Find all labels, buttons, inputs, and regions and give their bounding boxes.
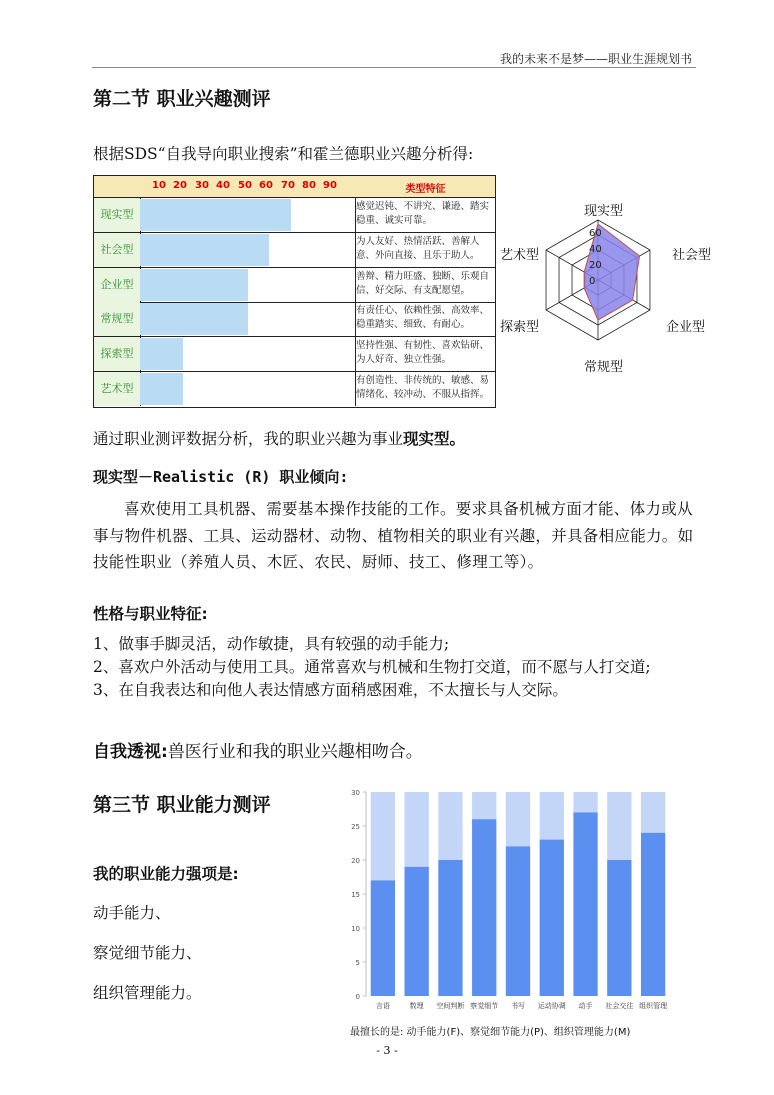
section3-title: 第三节 职业能力测评 [93,794,271,816]
interest-type-label: 探索型 [94,337,141,371]
interest-bar [140,234,269,266]
x-category-label: 察觉细节 [470,1002,499,1010]
interest-table-row [94,268,495,303]
interest-type-label: 常规型 [94,302,141,336]
feature-header: 类型特征 [405,184,446,195]
interest-type-label: 社会型 [94,233,141,267]
tick-label: 30 [195,180,209,191]
radar-axis-label: 探索型 [500,320,540,335]
ability-chart-caption: 最擅长的是: 动手能力(F)、察觉细节能力(P)、组织管理能力(M) [350,1027,631,1038]
x-category-label: 言语 [375,1002,390,1010]
ability-bar-remainder [371,792,395,880]
traits-heading: 性格与职业特征: [93,605,208,623]
y-tick-label: 5 [355,959,360,967]
page-header-title: 我的未来不是梦——职业生涯规划书 [499,52,692,66]
ability-bar-remainder [540,792,564,840]
interest-bar-area [140,198,356,232]
tick-label: 70 [281,180,295,191]
interest-bar-area [140,372,356,406]
interest-bar [140,199,291,231]
ability-bar-value [641,833,665,996]
interest-type-label: 现实型 [94,198,141,232]
x-category-label: 社会交往 [605,1002,634,1010]
interest-feature-text: 有创造性、非传统的、敏感、易情绪化、较冲动、不服从指挥。 [356,375,490,400]
tick-label: 40 [216,180,230,191]
ability-bar-value [506,846,530,996]
radar-tick-label: 0 [589,276,596,287]
trait-item: 2、喜欢户外活动与使用工具。通常喜欢与机械和生物打交道，而不愿与人打交道; [93,658,651,676]
y-tick-label: 0 [355,993,360,1001]
result-type: 现实型。 [403,430,466,448]
radar-axis-label: 现实型 [584,204,624,219]
interest-table-row [94,302,495,337]
page-number: - 3 - [376,1044,398,1057]
interest-table-row [94,198,495,233]
ability-bar-value [405,867,429,996]
interest-feature-text: 为人友好、热情活跃、善解人意、外向直接、且乐于助人。 [356,235,480,261]
x-category-label: 空间判断 [436,1002,465,1010]
interest-bar [140,269,248,301]
realistic-heading: 现实型－Realistic (R) 职业倾向: [93,468,349,486]
interest-table-row [94,233,495,268]
tick-label: 20 [173,180,187,191]
interest-feature-text: 感觉迟钝、不讲究、谦逊、踏实稳重、诚实可靠。 [356,201,490,226]
radar-axis-label: 社会型 [672,248,712,263]
tick-label: 80 [302,180,316,191]
radar-tick-label: 20 [589,260,602,271]
ability-bar-remainder [607,792,631,860]
x-category-label: 运动协调 [537,1002,566,1010]
y-tick-label: 25 [351,823,360,831]
interest-bar [140,338,183,370]
interest-bar-area [140,233,356,267]
interest-table-header [94,176,495,198]
ability-bar-remainder [506,792,530,846]
trait-item: 3、在自我表达和向他人表达情感方面稍感困难，不太擅长与人交际。 [93,681,568,699]
ability-bar-value [540,840,564,996]
insight-text: 兽医行业和我的职业兴趣相吻合。 [167,742,423,762]
x-category-label: 数理 [409,1002,424,1010]
y-tick-label: 20 [351,857,360,865]
ability-bar-value [371,880,395,996]
ability-bar-value [607,860,631,996]
ability-bar-remainder [641,792,665,833]
interest-type-label: 企业型 [94,268,141,302]
tick-label: 60 [259,180,273,191]
tick-label: 50 [238,180,252,191]
y-tick-label: 10 [351,925,360,933]
interest-bar [140,373,183,405]
ability-bar-remainder [472,792,496,819]
ability-bar-remainder [573,792,597,812]
y-tick-label: 30 [351,789,360,797]
section2-intro: 根据SDS“自我导向职业搜索”和霍兰德职业兴趣分析得: [93,145,474,163]
ability-svg [340,782,680,1022]
traits-list [93,633,697,702]
x-category-label: 组织管理 [639,1002,668,1010]
ability-bar-value [438,860,462,996]
interest-feature-text: 有责任心、依赖性强、高效率、稳重踏实、细致、有耐心。 [356,305,490,331]
strength-item: 组织管理能力。 [93,984,202,1002]
strengths-heading: 我的职业能力强项是: [93,865,239,883]
interest-radar-chart [500,192,712,375]
interest-bar-area [140,337,356,371]
interest-bar [140,303,248,335]
ability-bar-value [472,819,496,996]
header-divider [92,67,696,68]
radar-tick-label: 60 [589,228,602,239]
ability-bar-remainder [405,792,429,867]
interest-table-row [94,372,495,406]
strength-item: 察觉细节能力、 [93,944,202,962]
ability-bar-value [573,812,597,996]
tick-label: 10 [152,180,166,191]
x-category-label: 动手 [578,1002,593,1010]
radar-axis-label: 艺术型 [500,248,540,263]
realistic-description: 喜欢使用工具机器、需要基本操作技能的工作。要求具备机械方面才能、体力或从事与物件机器、工具、运动器材、动物、植物相关的职业有兴趣，并具备相应能力。如技能性职业（养殖人员、木匠、农民、厨师、技工、修理工等）。 [93,500,694,571]
tick-label: 90 [323,180,337,191]
trait-item: 1、做事手脚灵活，动作敏捷，具有较强的动手能力; [93,635,450,653]
interest-bar-area [140,268,356,302]
x-category-label: 书写 [511,1002,525,1010]
interest-table-row [94,337,495,372]
result-line [93,428,465,451]
interest-bar-area [140,302,356,336]
radar-axis-label: 常规型 [584,360,624,375]
interest-feature-text: 坚持性强、有韧性、喜欢钻研、为人好奇、独立性强。 [356,340,490,366]
interest-feature-text: 善辩、精力旺盛、独断、乐观自信、好交际、有支配愿望。 [356,270,490,296]
y-tick-label: 15 [351,891,360,899]
interest-table [93,175,496,408]
ability-bar-chart [340,782,680,1022]
result-prefix: 通过职业测评数据分析，我的职业兴趣为事业 [93,430,404,448]
insight-line [93,737,423,762]
radar-tick-label: 40 [589,244,602,255]
strength-item: 动手能力、 [93,904,171,922]
section2-title: 第二节 职业兴趣测评 [93,88,271,110]
interest-type-label: 艺术型 [94,372,141,406]
radar-axis-label: 企业型 [666,320,706,335]
insight-label: 自我透视: [93,742,168,762]
ability-bar-remainder [438,792,462,860]
